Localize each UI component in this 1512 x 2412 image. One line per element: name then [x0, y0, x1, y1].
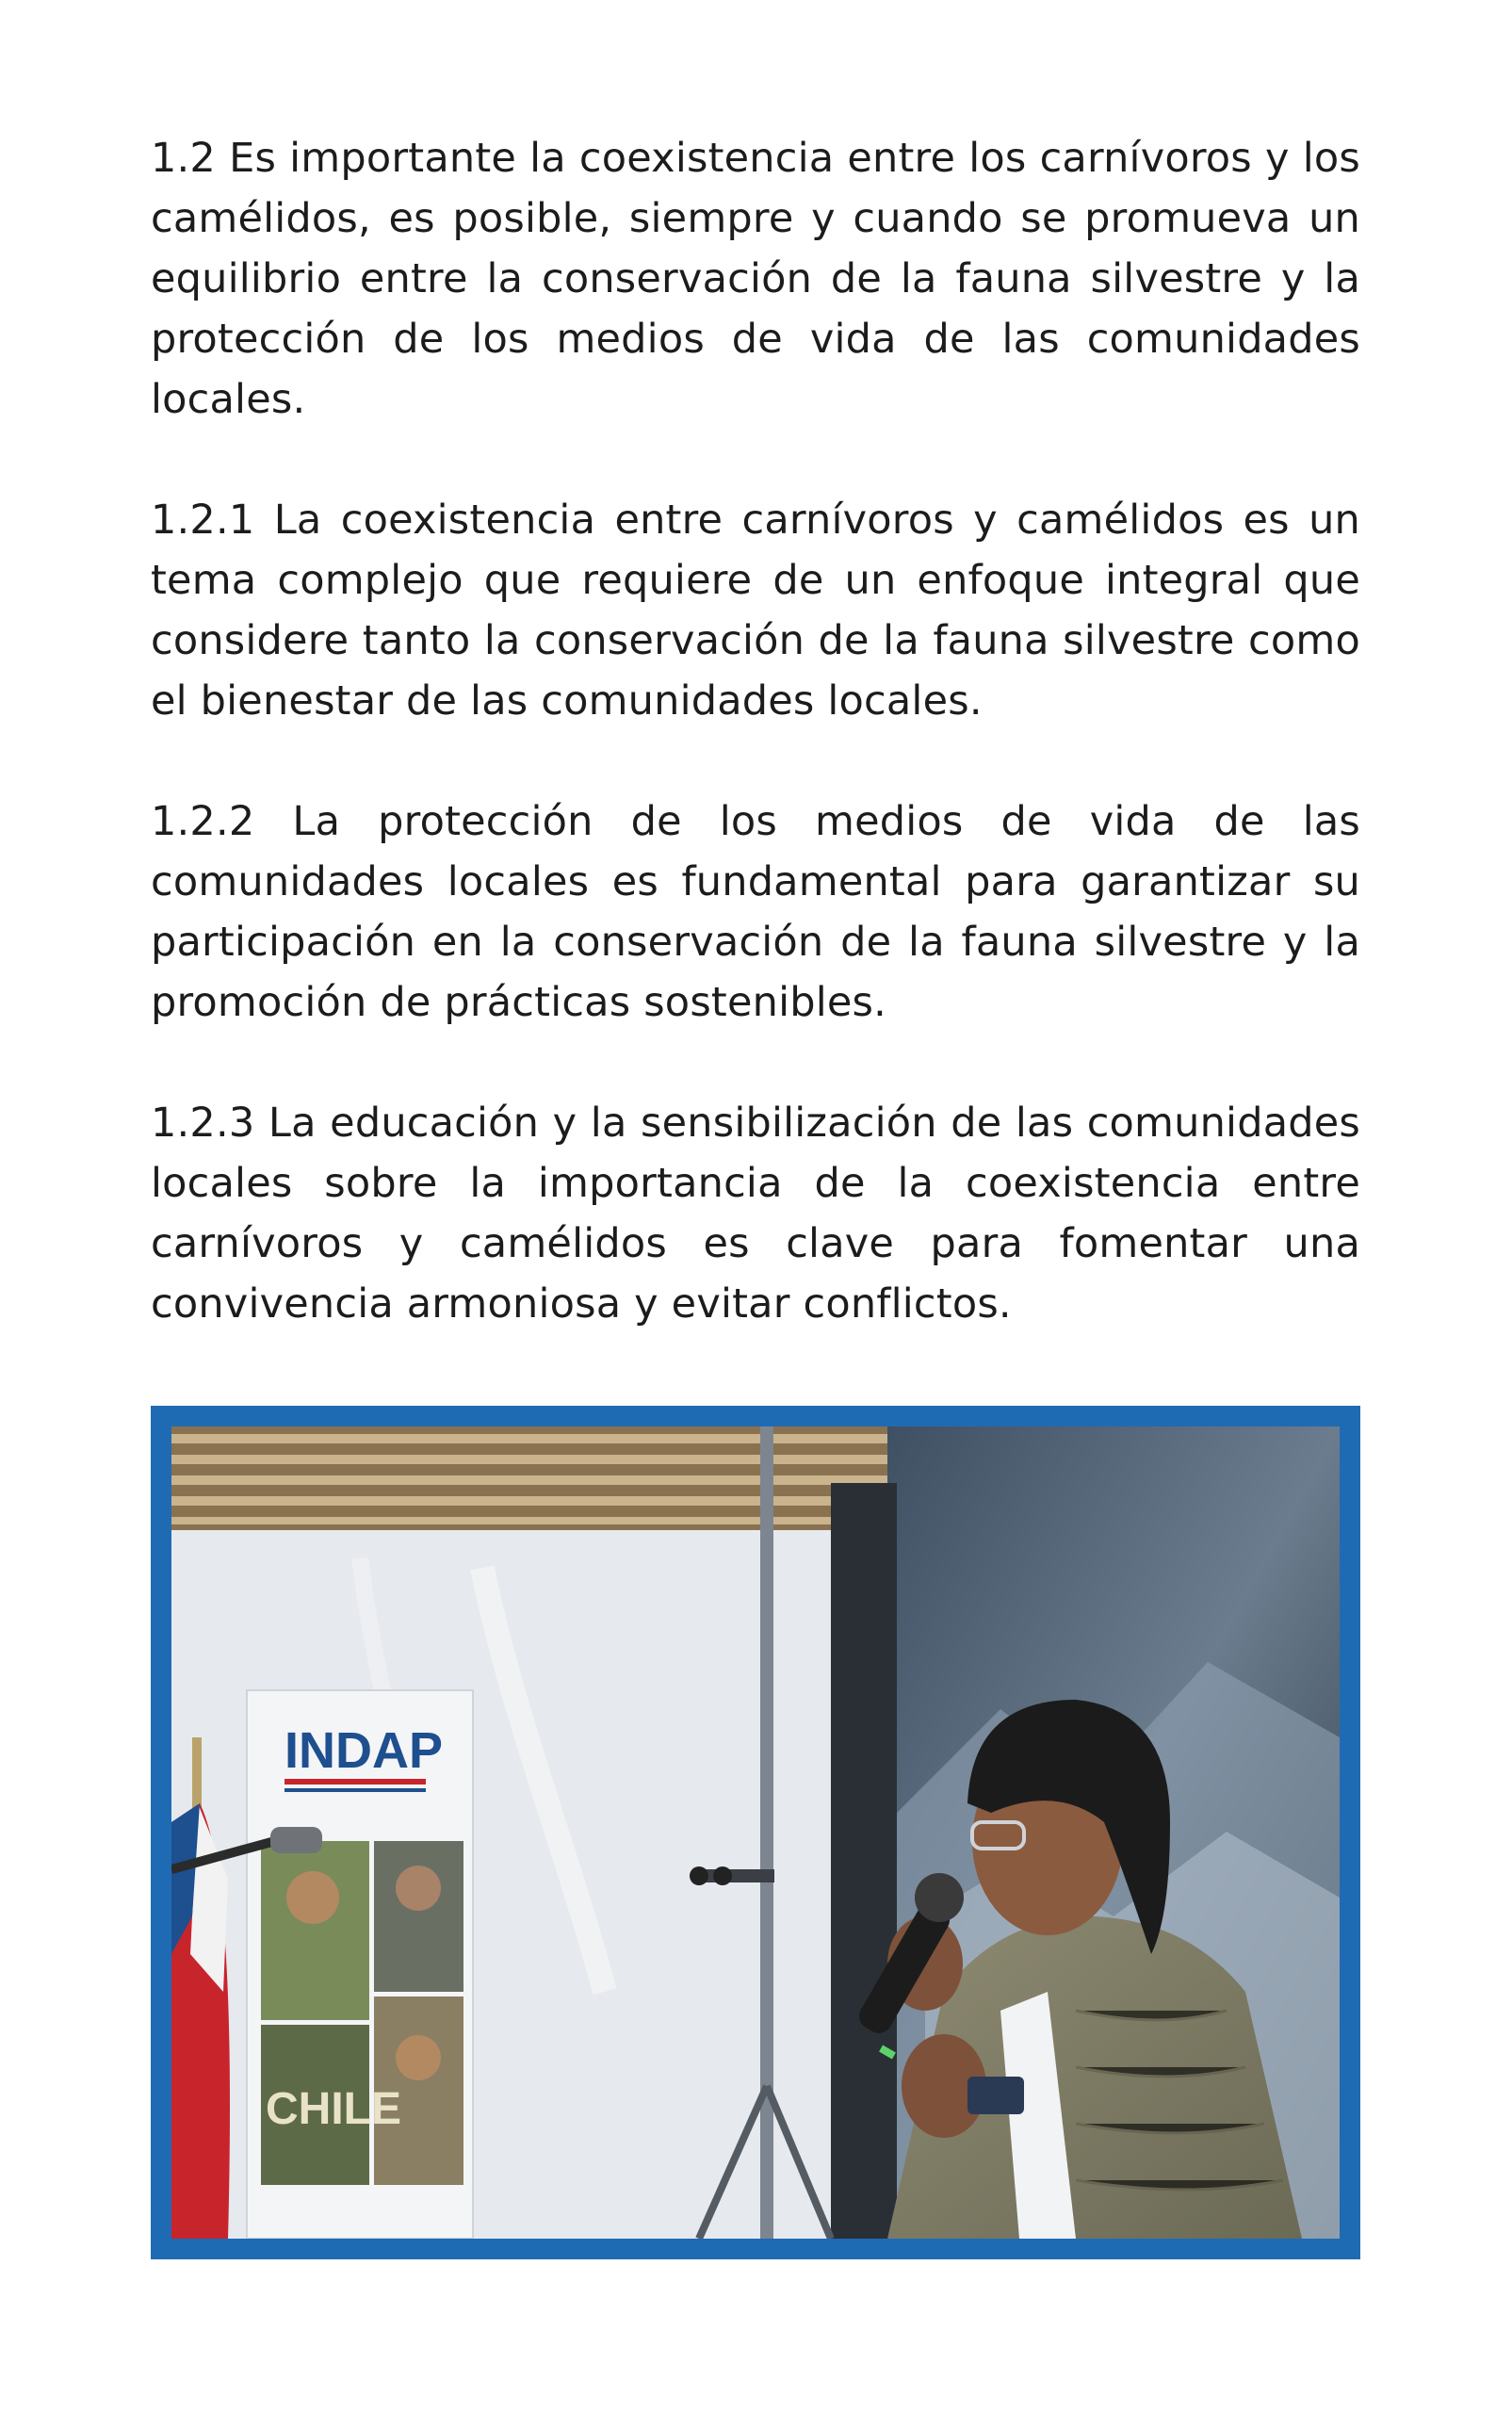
paragraph-1-2-3: 1.2.3 La educación y la sensibilización de las comunidades locales sobre la importancia de la coexistencia entre carnívoros y camélidos es clave para fomentar una convivencia armoniosa y evitar conflictos. — [151, 1100, 1360, 1328]
paragraph-1-2-2: 1.2.2 La protección de los medios de vida de las comunidades locales es fundamental para garantizar su participación en la conservación de la fauna silvestre y la promoción de prácticas sostenibles. — [151, 798, 1360, 1026]
chile-banner-text: CHILE — [266, 2084, 401, 2134]
paragraph-1-2-1: 1.2.1 La coexistencia entre carnívoros y camélidos es un tema complejo que requiere de un enfoque integral que considere tanto la conservación de la fauna silvestre como el bienestar de las comunidades locales. — [151, 497, 1360, 725]
photo-frame — [151, 1406, 1360, 2259]
paragraph-1-2: 1.2 Es importante la coexistencia entre los carnívoros y los camélidos, es posible, siempre y cuando se promueva un equilibrio entre la conservación de la fauna silvestre y la protección de los medios de vida de las comunidades locales. — [151, 135, 1360, 423]
event-photo — [171, 1426, 1340, 2239]
indap-logo-text: INDAP — [285, 1722, 444, 1779]
text-body — [151, 128, 1360, 1394]
